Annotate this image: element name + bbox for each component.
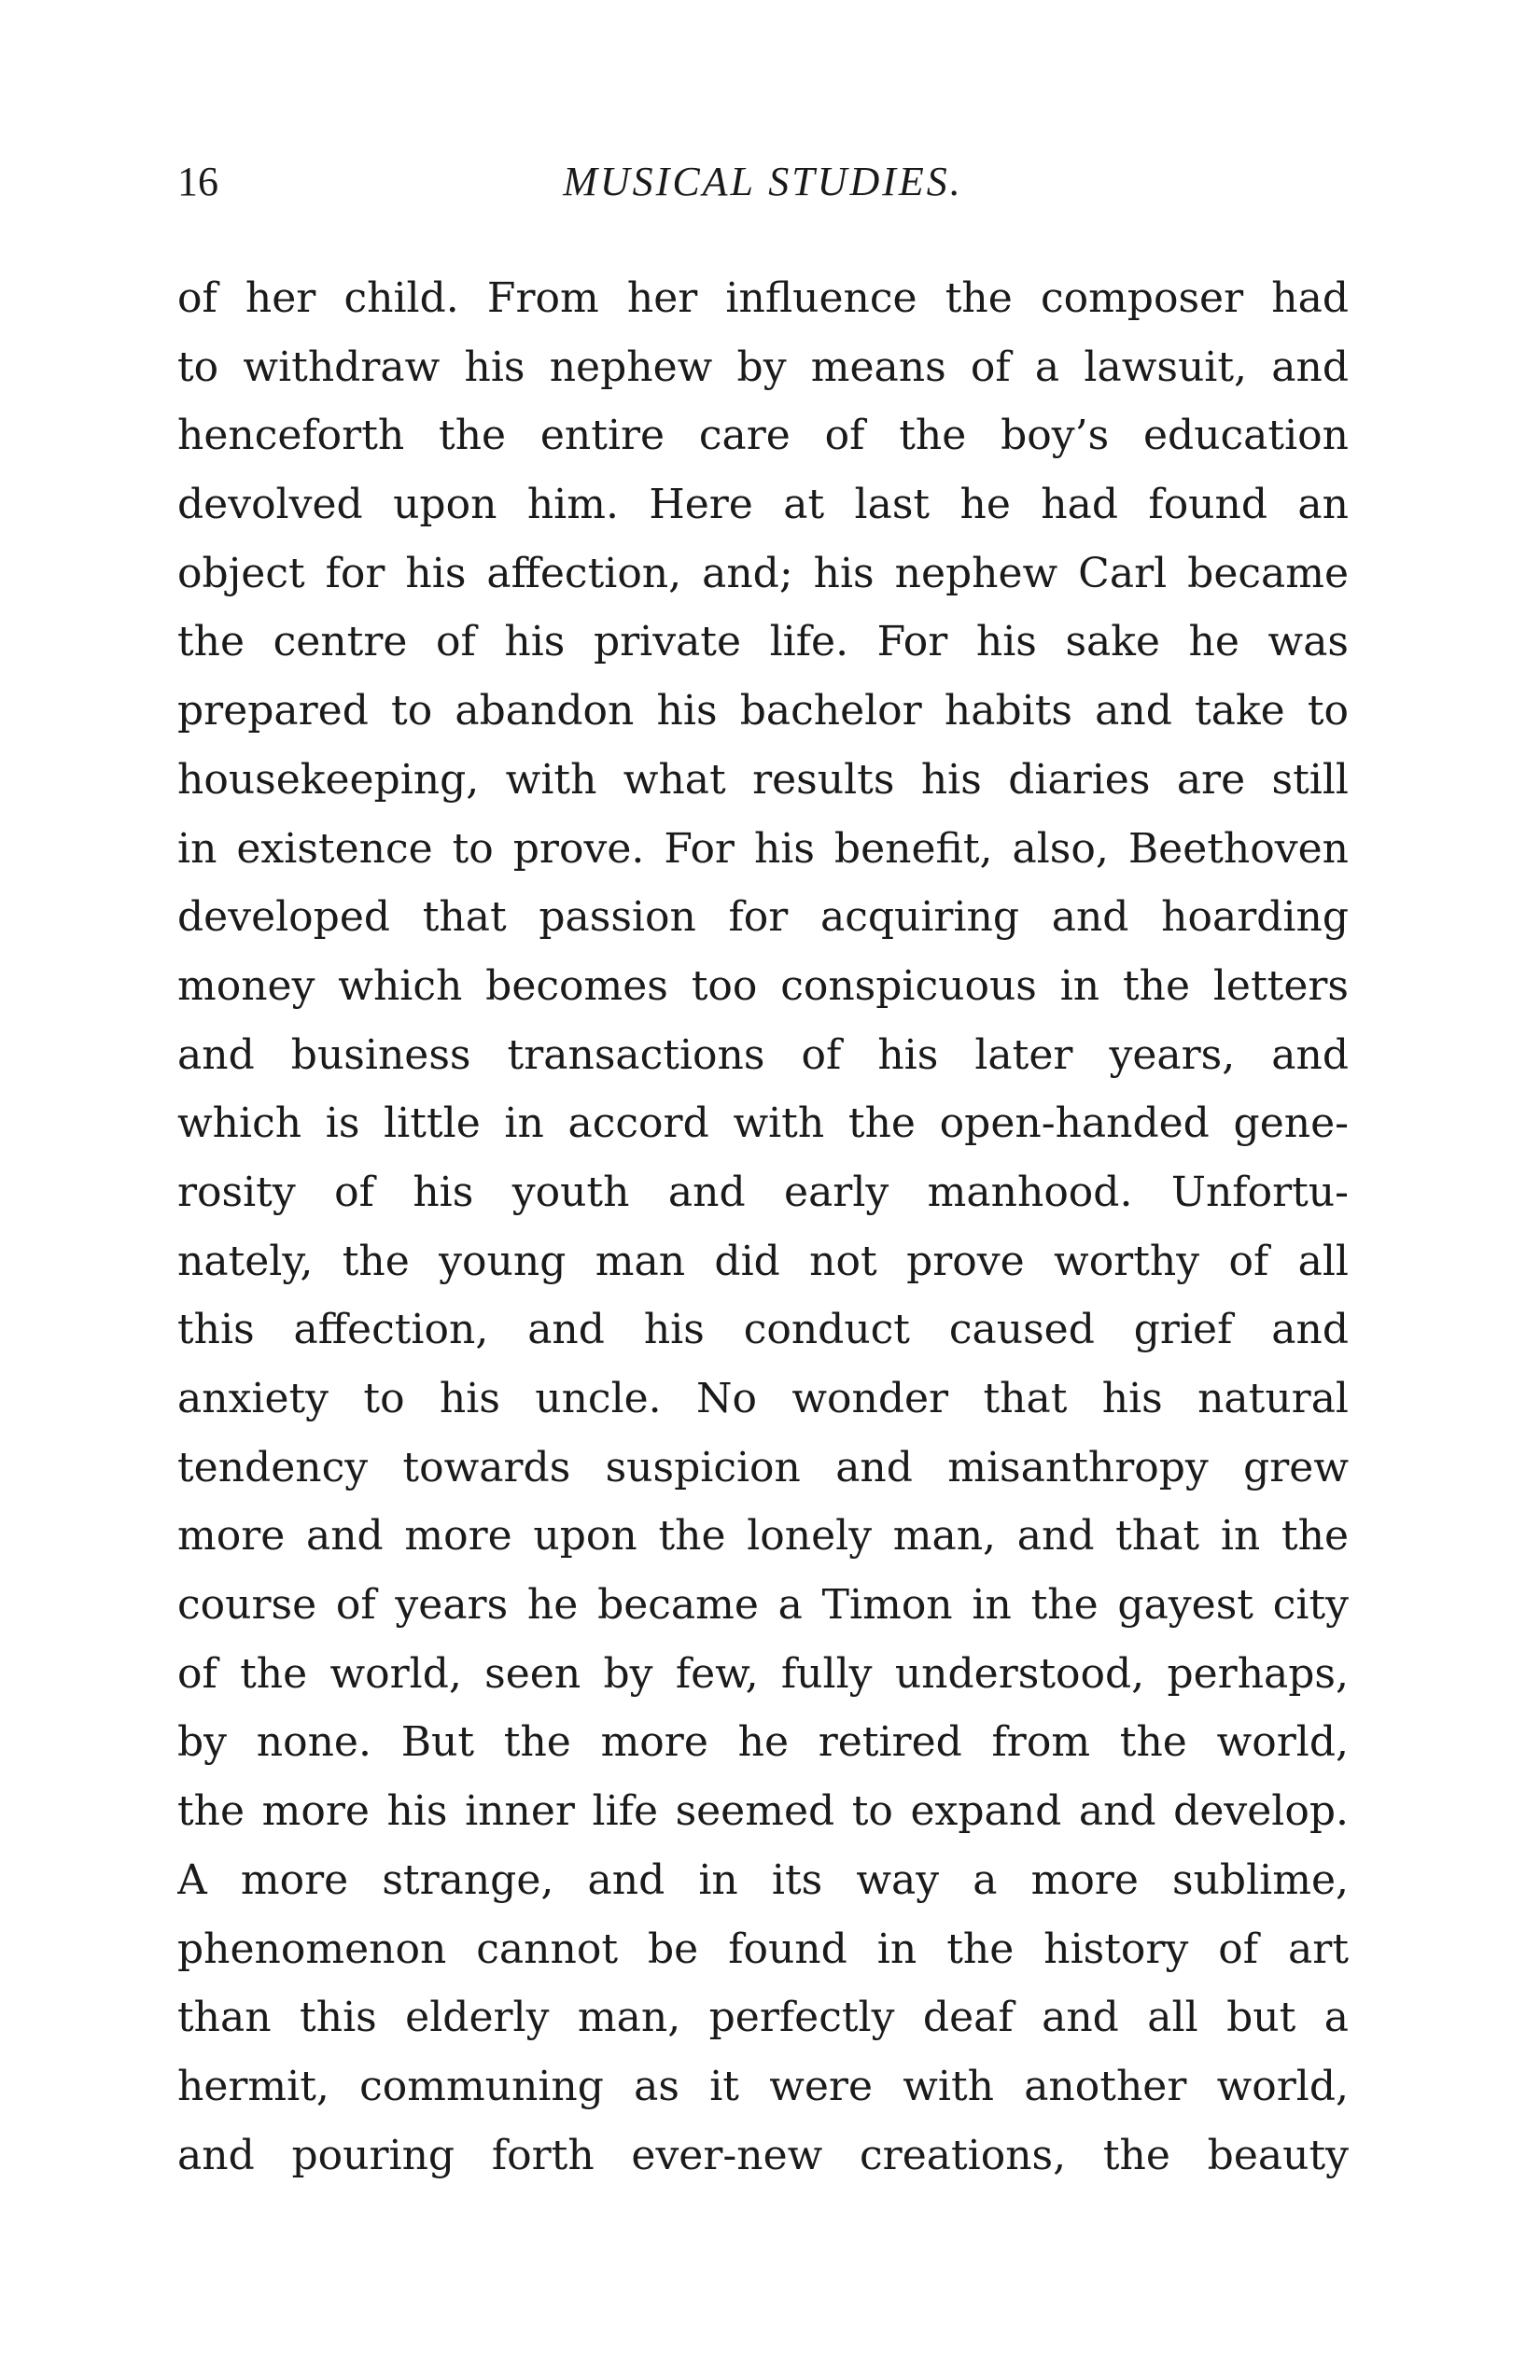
- text-line: housekeeping, with what results his diaries are still: [177, 755, 1349, 804]
- text-line: of the world, seen by few, fully understood, perhaps,: [177, 1649, 1349, 1698]
- text-line: rosity of his youth and early manhood. Unfortu-: [177, 1168, 1349, 1216]
- text-line: the more his inner life seemed to expand and develop.: [177, 1787, 1349, 1836]
- text-line: money which becomes too conspicuous in the letters: [177, 961, 1349, 1010]
- text-line: hermit, communing as it were with another world,: [177, 2062, 1349, 2110]
- page-number: 16: [177, 159, 218, 204]
- running-title: MUSICAL STUDIES.: [563, 159, 963, 204]
- running-head: [177, 154, 1349, 210]
- text-line: course of years he became a Timon in the gayest city: [177, 1581, 1349, 1630]
- text-line: henceforth the entire care of the boy’s education: [177, 412, 1349, 460]
- text-line: devolved upon him. Here at last he had found an: [177, 481, 1349, 529]
- text-line: nately, the young man did not prove worthy of all: [177, 1237, 1349, 1285]
- text-line: than this elderly man, perfectly deaf and all but a: [177, 1994, 1349, 2042]
- text-line: phenomenon cannot be found in the history of art: [177, 1925, 1349, 1973]
- text-line: of her child. From her influence the composer had: [177, 274, 1349, 322]
- text-line: the centre of his private life. For his sake he was: [177, 618, 1349, 666]
- text-line: to withdraw his nephew by means of a lawsuit, and: [177, 343, 1349, 391]
- text-line: more and more upon the lonely man, and that in the: [177, 1512, 1349, 1561]
- body-text: [177, 264, 1349, 2190]
- text-line: in existence to prove. For his benefit, also, Beethoven: [177, 824, 1349, 873]
- text-line: this affection, and his conduct caused grief and: [177, 1306, 1349, 1354]
- text-line: anxiety to his uncle. No wonder that his natural: [177, 1375, 1349, 1422]
- text-line: prepared to abandon his bachelor habits and take to: [177, 687, 1349, 735]
- text-line: and pouring forth ever-new creations, the beauty: [177, 2131, 1349, 2179]
- text-line: by none. But the more he retired from the world,: [177, 1718, 1349, 1767]
- text-line: which is little in accord with the open-handed gene-: [177, 1099, 1349, 1148]
- text-line: object for his affection, and; his nephew Carl became: [177, 549, 1349, 597]
- text-line: A more strange, and in its way a more sublime,: [177, 1855, 1349, 1904]
- text-line: tendency towards suspicion and misanthropy grew: [177, 1443, 1349, 1491]
- text-line: developed that passion for acquiring and hoarding: [177, 893, 1349, 942]
- text-line: and business transactions of his later years, and: [177, 1030, 1349, 1079]
